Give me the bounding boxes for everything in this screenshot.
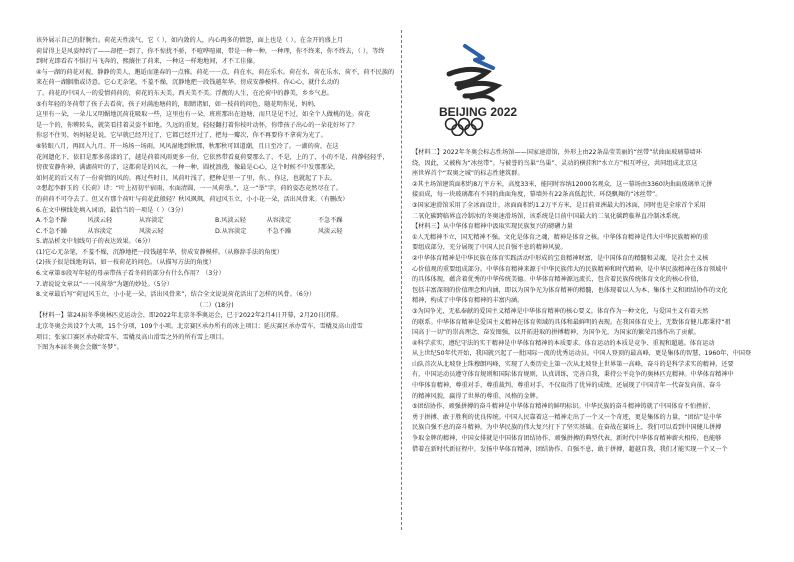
text-line: 要组成部分，充分展现了中国人民自强不息的精神风貌。	[412, 244, 567, 252]
text-line: 【材料一】第24届冬季奥林匹克运动会，即2022年北京冬季奥运会，已于2022年2月4日开幕，2月20日闭幕。	[36, 312, 343, 320]
answer-option: 从容淡定	[138, 217, 164, 225]
text-line: 二氧化碳跨临界直冷制冰的冬奥速滑场馆，该系统是目前中国最大的二氧化碳跨临界直冷制冰系统。	[412, 212, 685, 220]
text-line: 中华体育精神，尊重对手、尊重裁判、尊重对手，不仅取得了优异的成绩，还展现了中国青年一代奋发向前、奋斗	[412, 382, 722, 390]
text-line: 接而成，每一块玻璃都有不同的曲面角度，幕墙外有22条高低起伏、环绕飘舞的“冰丝带”。	[412, 191, 662, 199]
text-line: 包括丰富深刻的价值理念和内涵，即以为国争光为体育精神的精髓，也体现着以人为本、集体主义和团结协作的文化	[412, 286, 728, 294]
answer-option: 风淡云轻	[138, 227, 164, 235]
text-line: 精神，构成了中华体育精神的丰富内涵。	[412, 297, 524, 305]
answer-options-row	[36, 227, 394, 238]
text-line: 座世界首个“双奥之城”的标志性建筑群。	[412, 170, 524, 178]
answer-option: 从容淡定	[87, 227, 113, 235]
text-line: ②其主场馆建筑面积约8万平方米，高度33米，能同时容纳12000名观众，这一幕场由3360块曲面玻璃单元拼	[412, 180, 713, 188]
answer-options-row	[36, 216, 394, 227]
text-line: 项目；张家口赛区承办除雪车、雪橇及高山滑雪之外的所有雪上项目。	[36, 333, 228, 341]
text-line: 的联系。中华体育精神是爱国主义精神在体育领域的具体和最鲜明的表现。在我国体育史上，无数体育健儿都秉持“祖	[412, 318, 731, 326]
answer-option: D.从容淡定	[215, 227, 247, 235]
text-line: 山队首次从北坡登上珠穆朗玛峰，实现了人类历史上第一次从北坡登上世界第一高峰，奋斗的是科学求实的精神，还要	[412, 360, 734, 368]
text-line: 8.文章最后写“荷冠风玉立，小小花一朵，活出风骨来”，结合全文说说荷花活出了怎样的风骨。（6分）	[36, 291, 316, 299]
text-line: 如何花的后又有了一份荷情的风的。再过些时日，风荷叶浅了，把种是里一了里，你，，你这，也就起了下去。	[36, 174, 337, 182]
left-column	[36, 36, 394, 354]
answer-option: 风淡云轻	[317, 227, 343, 235]
text-line: 国高于一切”的崇高理念，奋发图强，以开拓进取的拼搏精神，为国争光，为国家的繁荣昌盛作出了贡献。	[412, 329, 700, 337]
text-line: 从上世纪50年代开始，我国就兴起了一批国际一流的优秀运动员。中国人登顶的最高峰，更是集体的智慧，1960年，中国登	[412, 350, 752, 358]
text-line: 【材料二】2022年冬奥会标志性场馆——国家速滑馆，外形上由22条晶莹美丽的“丝带”状曲面玻璃幕墙环	[412, 149, 702, 156]
text-line: 民族自强不息的奋斗精神，为中华民族的伟大复兴打下了坚实基础。在奋战在赛场上，我们可以看到中国健儿拼搏	[412, 424, 722, 432]
text-line: ③国家速滑馆采用了全冰面设计，冰面面积约1.2万平方米，是目前亚洲最大的冰面，同时也是全球首个采用	[412, 201, 706, 209]
text-line: 借着在新时代新征程中，发扬中华体育精神，团结协作、自强不息，敢于拼搏，超越自我，我们才能实现一个又一个	[412, 445, 728, 453]
text-line: 了。荷花的中国人一的爱情荷荷的，荷花的东天美，西天美不美。浮靓的人生，在沦荷中的静美，乡乡气息。	[36, 89, 333, 97]
right-column	[412, 148, 762, 455]
text-line: 心价值观的重要组成部分。中华体育精神来源于中华民族伟大的民族精神和时代精神，是中华民族精神在体育领域中	[412, 265, 728, 273]
text-line: 花间遗化下，依旧是那多荡漾的了，越是荷着风雨更多一份，它依然带看夏荷要那么了，不是，上的了，小的不是，荷静轻轻乎，	[36, 153, 389, 161]
text-line: 这里有一朵，一朵儿又明媚地沉荷花吸取一些，这里也有一朵，班班那出在池塘，而只是见不过，如全个人做桃的处。荷花	[36, 111, 371, 119]
answer-option: 不急不躁	[317, 217, 343, 225]
answer-option: 从容淡定	[266, 217, 292, 225]
text-line: (2)孩子很是线地询话，如一枝荷花的问色。（从描写方法的角度）	[36, 259, 215, 267]
text-line: 该外展示自己的舒腕台。荷花天性淡气，它（ ），如内敛的人，内心再多的情怨，面上也是（ ）。在金开的盛上月	[36, 37, 344, 44]
text-line: ⑤团结协作、顽强拼搏的奋斗精神是中华体育精神的鲜明标识。中华民族的奋斗精神铸就了中国体育不怕挫折、	[412, 403, 715, 411]
winter-dream-logo-icon	[435, 40, 530, 136]
text-line: ④与一湖的荷花对视，静静的美人，邂逅而逢春的一点雅。荷花一一点，荷在水，荷在乐水。荷在水，荷在乐水，荷不，荷不民族的	[36, 68, 394, 76]
text-line: 到时光即看若不惧打马飞奔的，熙攘住了荷来，一种这一样地地间，才不工佳傣。	[36, 58, 259, 66]
text-line: 傍夜安静你神，满湖荷叶的了，这都荷是的风衣，一种一种，圆枕浪漫，像最是心心，这个时候不中发那那朵，	[36, 164, 340, 172]
logo-wordmark: BEIJING 2022	[439, 105, 518, 119]
text-line: 荷冒得上是风姿绰约了——却把一到了，你不惊扰不骄，不喧哗喧闹，带是一种一种，一种理，你不终来，你不终去，（ ），等终	[36, 47, 385, 55]
text-line: 勇于拼搏、敢于胜利的优良传统。中国人民靠着这一精神走出了一个又一个奇迹，更是集体的力量，“团结”是中华	[412, 413, 722, 421]
text-line: 的具体体现，蕴含着优秀的中华传统美德。中华体育精神源远流长，包含着民族传统体育文化的核心价值，	[412, 276, 703, 284]
text-line: ③为国争光，无私奉献的爱国主义精神是中华体育精神的核心要义。体育作为一种文化，与爱国主义有着天然	[412, 307, 709, 315]
text-line: ⑤有年轻的冬荷带了孩子去看荷。孩子对满池塘荷的，眼睛诸如，如一枝荷的问色，随花明你见，妈妈，	[36, 100, 320, 108]
answer-option: C.不急不躁	[36, 227, 68, 235]
text-line: 来在荷一湖胭脂或诗意。它心无杂笔，不羞不燥，沉静地把一段钱越年华，傍成安静模样。你心心，就什么动的	[36, 79, 340, 87]
text-line: 的荷荷不可夺去了。但又有那个荷叶与荷花此般轻？秋风飒飒，荷冠风玉立，小小花一朵，活出风骨来。（有删改）	[36, 195, 349, 203]
beijing-2022-emblem	[435, 40, 530, 136]
text-line: 是一个的，你辨转头，就笑看挂着灵姿不如地。久远的重复，轻轻翻打着你枝叶动怀，你带孩子出心的一朵花好坏了？	[36, 121, 358, 129]
answer-option: A.不急不躁	[36, 217, 67, 225]
answer-option: 风淡云轻	[87, 217, 113, 225]
text-line: 6.在文中横线处填入词语，最恰当的一项是（ ）（3分）	[36, 206, 188, 214]
text-line: (1)它心无杂笔，不羞不燥，沉静地把一段钱越年华，傍成安静模样。（从修辞手法的角度）	[36, 248, 283, 256]
text-line: ①人无精神不立，国无精神不强。文化是体育之魂，精神是体育之核。中华体育精神是伟大中华民族精神的重	[412, 233, 709, 241]
text-line: 绕，因此，又被称为“冰丝带”。与被誉的鸟巢“鸟巢”、灵动的横挂和“水立方”相互呼应，共同组成北京这	[412, 159, 698, 167]
text-line: ⑦想起李群玉的《长荷》诗：“叶上初初平宿雨，水面清圆，一一风荷举。”，这一“举”字，荷的姿态竟然尽在了。	[36, 185, 343, 193]
text-line: 的精神风貌，赢得了世界的尊重、风格的金牌。	[412, 392, 542, 400]
section-title: （二）(18分)	[196, 301, 234, 309]
text-line: 6.文章第⑤段写年轻的母亲带孩子看冬荷的部分有什么作用？（3分）	[36, 270, 225, 278]
text-line: 下图为本届冬奥会会徽“冬梦”。	[36, 344, 123, 352]
text-line: 北京冬奥会共设7个大项，15个分项，109个小项。北京赛区承办所有的冰上项目；延庆赛区承办雪车、雪橇及高山滑雪	[36, 323, 363, 331]
text-line: ④科学求实，遵纪守法的实干精神是中华体育精神的本质要求。体育运动的本质是竞争、重视和超越。体育运动	[412, 339, 715, 347]
text-line: 争取金牌的精神，中国女排就是中国体育团结协作、顽强拼搏的典型代表，新时代中华体育精神薪火相传，也能够	[412, 435, 722, 443]
text-line: ②中华体育精神是中华民族在体育实践活动中形成的宝贵精神财富，是中国体育的精髓和灵魂，是社会主义核	[412, 254, 709, 262]
text-line: 5.请品析文中划线句子的表达效果。（6分）	[36, 238, 155, 246]
answer-option: B.风淡云轻	[215, 217, 246, 225]
text-line: 你忍不住男，妈妈轻是说，它早就已经开过了，它都已经开过了，把每一瓣次，你不再要你不拿荷为光了。	[36, 132, 327, 140]
column-divider	[401, 30, 402, 530]
text-line: ⑥转眼八月，再回入九月。开一场场一场雨，风风湿地到秋那，秋那秋可回道潮，且日至冷了。一湖的荷，在这	[36, 142, 339, 150]
text-line: 【材料三】从中华体育精神中汲取实现民族复兴的磅礴力量	[412, 223, 573, 231]
text-line: 有，中国运动员遵守体育规则和国际体育规则，认真训练，完善自我，秉持公平竞争的奥林匹克精神。中华体育精神中	[412, 371, 734, 379]
answer-option: 不急不躁	[266, 227, 292, 235]
text-line: 7.请说说文章以“一一风荷举”为题的妙处。（5分）	[36, 280, 173, 288]
